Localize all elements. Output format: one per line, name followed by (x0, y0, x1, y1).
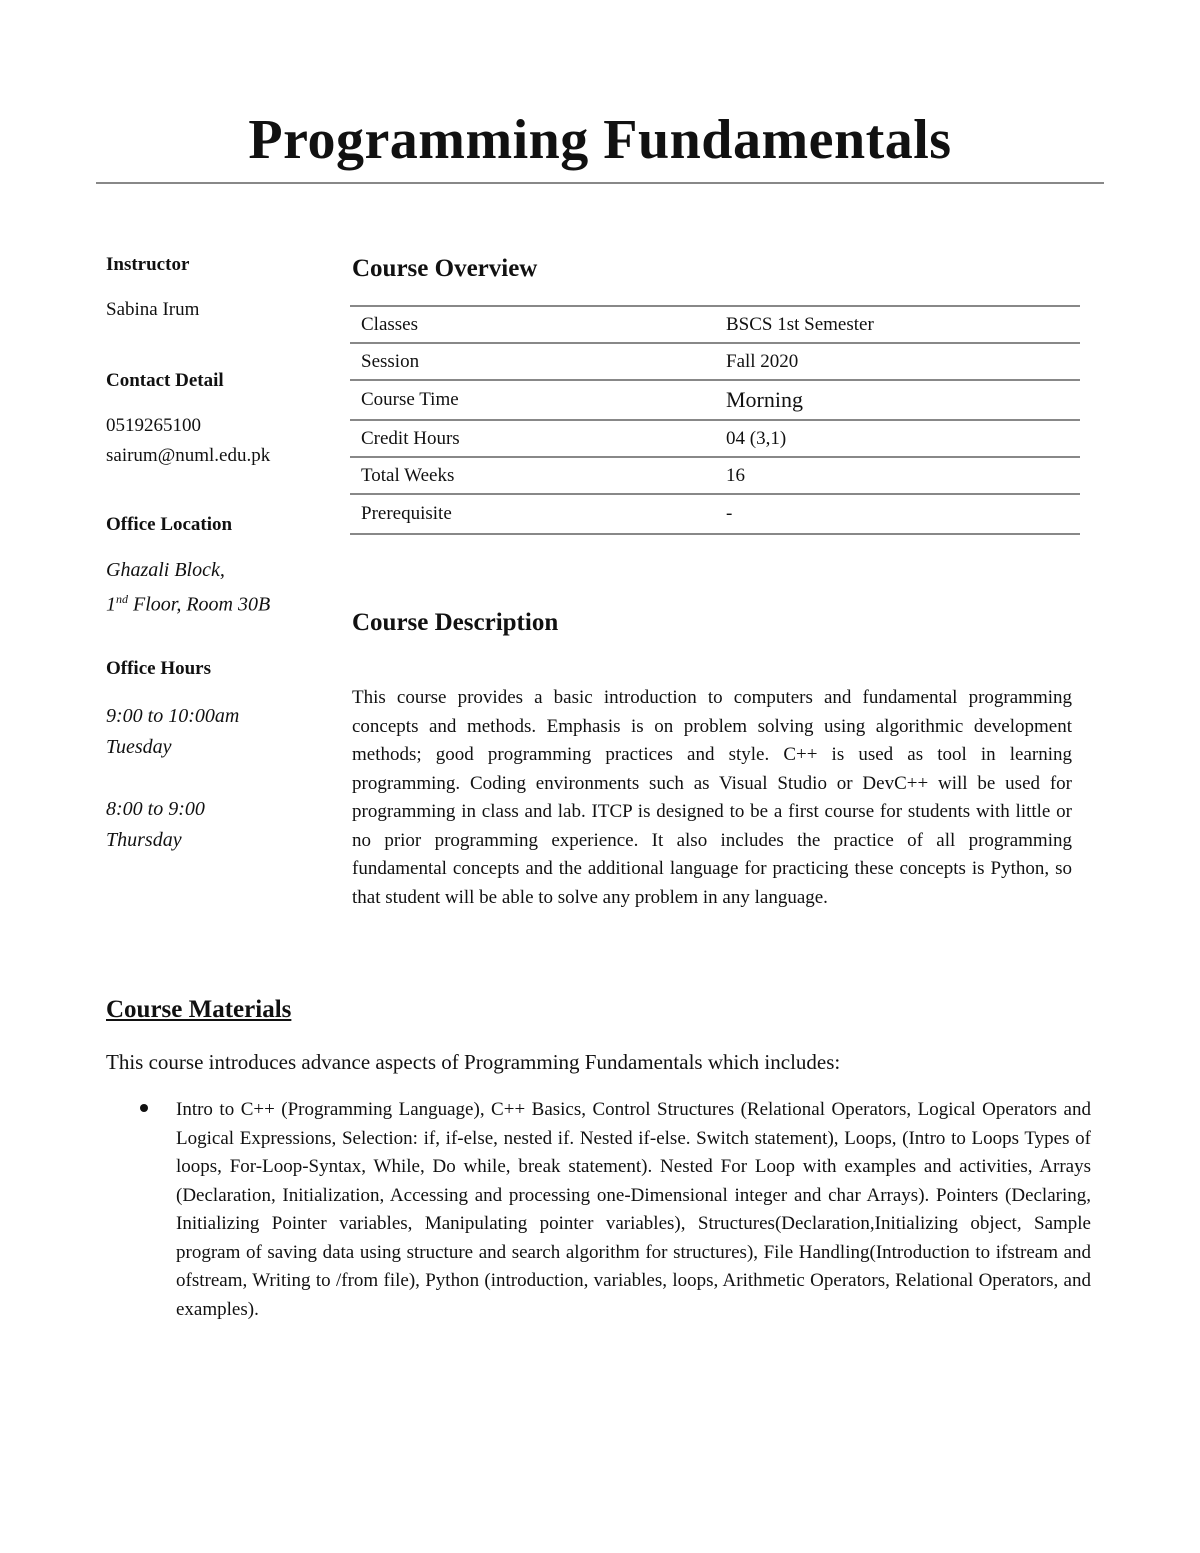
office-location-line2 (106, 584, 270, 621)
office-hours-day-2: Thursday (106, 829, 182, 851)
office-location-line1: Ghazali Block, (106, 559, 225, 581)
bullet-icon (140, 1104, 148, 1112)
course-description-text: This course provides a basic introduction to computers and fundamental programming concepts and methods. Emphasis is on problem solving using algorithmic development methods; good programming practices and style. C++ is used as tool in learning programming. Coding environments such as Visual Studio or DevC++ will be used for programming in class and lab. ITCP is designed to be a first course for students with little or no prior programming experience. It also includes the practice of all programming fundamental concepts and the additional language for practicing these concepts is Python, so that student will be able to solve any problem in any language. (352, 687, 1072, 908)
title-divider (96, 182, 1104, 184)
row-label: Course Time (361, 389, 459, 410)
table-row (350, 306, 1080, 343)
table-row (350, 457, 1080, 494)
contact-email: sairum@numl.edu.pk (106, 445, 271, 466)
floor-suffix: nd (116, 592, 128, 606)
table-row (350, 420, 1080, 457)
row-value: 16 (726, 464, 745, 486)
row-value: Fall 2020 (726, 350, 799, 372)
contact-phone: 0519265100 (106, 415, 201, 436)
office-hours-time-2: 8:00 to 9:00 (106, 798, 205, 820)
row-value: - (726, 503, 733, 524)
row-label: Credit Hours (361, 427, 460, 449)
office-hours-time-1: 9:00 to 10:00am (106, 705, 240, 727)
contact-heading: Contact Detail (106, 370, 224, 391)
row-label: Session (361, 350, 420, 372)
floor-number: 1 (106, 593, 116, 616)
row-label: Prerequisite (361, 503, 452, 524)
row-value: 04 (3,1) (726, 427, 787, 449)
table-row (350, 494, 1080, 534)
row-value: BSCS 1st Semester (726, 313, 874, 335)
course-materials-intro: This course introduces advance aspects of Programming Fundamentals which includes: (106, 1050, 841, 1074)
row-label: Classes (361, 313, 418, 335)
table-row (350, 343, 1080, 380)
office-hours-day-1: Tuesday (106, 736, 172, 758)
course-description-heading: Course Description (352, 609, 559, 636)
table-row (350, 380, 1080, 420)
row-label: Total Weeks (361, 464, 455, 486)
course-materials-list-item: Intro to C++ (Programming Language), C++ Basics, Control Structures (Relational Operators, Logical Operators and Logical Expressions, Selection: if, if-else, nested if. Nested if-else. Switch statement), Loops, (Intro to Loops Types of loops, For-Loop-Syntax, While, Do while, break statement). Nested For Loop with examples and activities, Arrays (Declaration, Initialization, Accessing and processing one-Dimensional integer and char Arrays). Pointers (Declaring, Initializing Pointer variables, Manipulating pointer variables), Structures(Declaration,Initializing object, Sample program of saving data using structure and search algorithm for structures), File Handling(Introduction to ifstream and ofstream, Writing to /from file), Python (introduction, variables, loops, Arithmetic Operators, Relational Operators, and examples). (176, 1099, 1091, 1320)
office-location-heading: Office Location (106, 514, 233, 535)
floor-room: Floor, Room 30B (128, 593, 271, 616)
instructor-heading: Instructor (106, 254, 190, 275)
course-overview-heading: Course Overview (352, 255, 538, 282)
instructor-name: Sabina Irum (106, 299, 200, 320)
course-materials-heading: Course Materials (106, 996, 292, 1023)
page-title: Programming Fundamentals (248, 109, 952, 171)
office-hours-heading: Office Hours (106, 658, 212, 679)
course-overview-table (350, 305, 1080, 535)
row-value: Morning (726, 387, 803, 412)
